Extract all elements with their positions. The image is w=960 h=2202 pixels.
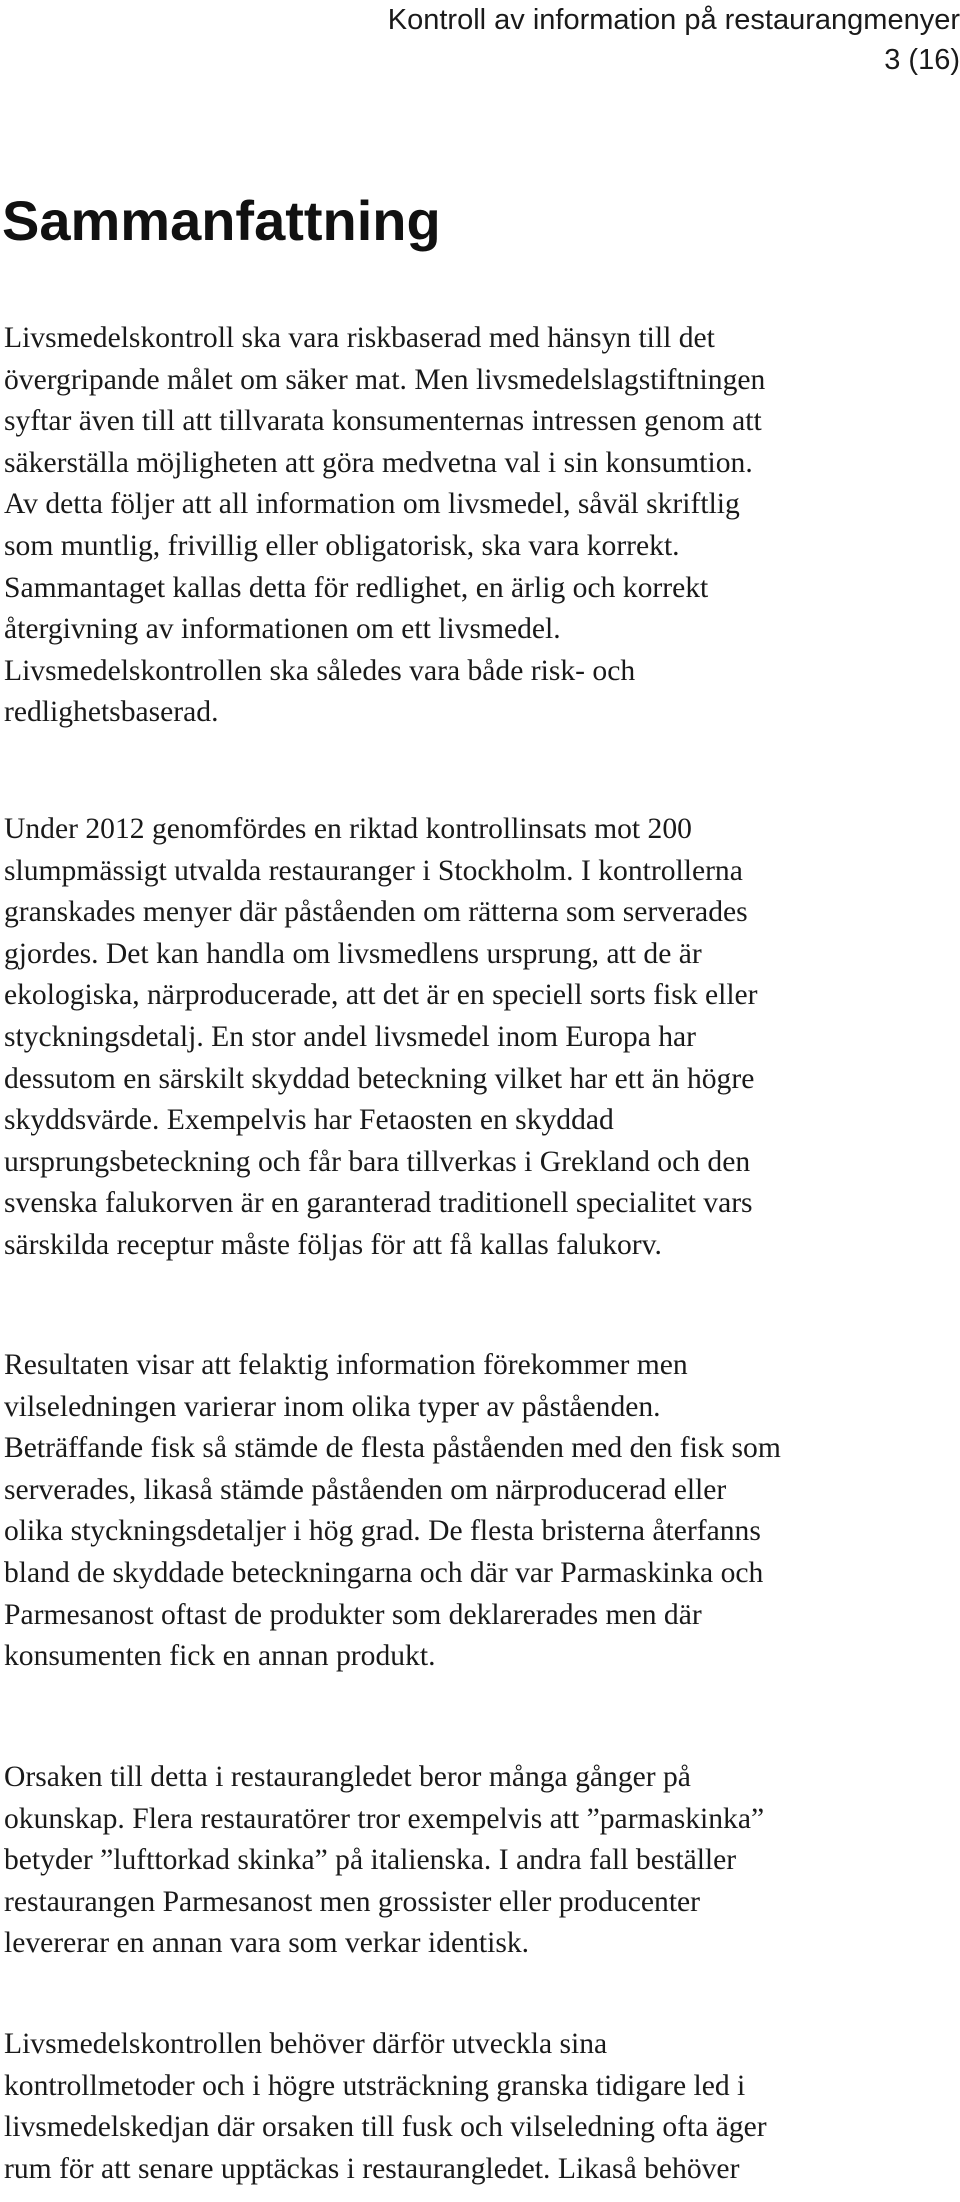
text-line: bland de skyddade beteckningarna och där var Parmaskinka och: [4, 1556, 764, 1589]
text-line: Av detta följer att all information om livsmedel, såväl skriftlig: [4, 488, 740, 521]
paragraph-causes: [4, 1757, 954, 1965]
text-line: syftar även till att tillvarata konsumenternas intressen genom att: [4, 405, 762, 438]
text-line: övergripande målet om säker mat. Men livsmedelslagstiftningen: [4, 363, 766, 396]
text-line: Sammantaget kallas detta för redlighet, en ärlig och korrekt: [4, 571, 709, 604]
text-line: kontrollmetoder och i högre utsträckning granska tidigare led i: [4, 2069, 746, 2102]
text-line: ekologiska, närproducerade, att det är en speciell sorts fisk eller: [4, 979, 758, 1012]
text-line: Livsmedelskontrollen ska således vara både risk- och: [4, 654, 636, 687]
text-line: redlighetsbaserad.: [4, 696, 219, 729]
text-line: särskilda receptur måste följas för att få kallas falukorv.: [4, 1228, 662, 1261]
page-title: Sammanfattning: [2, 189, 441, 252]
document-title: Kontroll av information på restaurangmenyer: [387, 4, 960, 36]
text-line: vilseledningen varierar inom olika typer av påståenden.: [4, 1390, 661, 1423]
text-line: betyder ”lufttorkad skinka” på italienska. I andra fall beställer: [4, 1844, 737, 1877]
text-line: okunskap. Flera restauratörer tror exempelvis att ”parmaskinka”: [4, 1802, 765, 1835]
text-line: Parmesanost oftast de produkter som deklarerades men där: [4, 1598, 702, 1631]
text-line: som muntlig, frivillig eller obligatorisk, ska vara korrekt.: [4, 529, 680, 562]
text-line: gjordes. Det kan handla om livsmedlens ursprung, att de är: [4, 937, 702, 970]
text-line: slumpmässigt utvalda restauranger i Stockholm. I kontrollerna: [4, 854, 743, 887]
text-line: styckningsdetalj. En stor andel livsmedel inom Europa har: [4, 1020, 697, 1053]
page-header: [60, 0, 960, 80]
text-line: återgivning av informationen om ett livsmedel.: [4, 613, 561, 646]
text-line: skyddsvärde. Exempelvis har Fetaosten en skyddad: [4, 1104, 614, 1137]
text-line: dessutom en särskilt skyddad beteckning vilket har ett än högre: [4, 1062, 755, 1095]
text-line: levererar en annan vara som verkar identisk.: [4, 1927, 530, 1960]
text-line: serverades, likaså stämde påståenden om närproducerad eller: [4, 1473, 727, 1506]
text-line: granskades menyer där påståenden om rätterna som serverades: [4, 896, 748, 929]
text-line: Livsmedelskontrollen behöver därför utveckla sina: [4, 2028, 608, 2060]
paragraph-conclusion: [4, 2024, 954, 2190]
text-line: säkerställa möjligheten att göra medvetna val i sin konsumtion.: [4, 446, 753, 479]
paragraph-control-campaign: [4, 809, 954, 1267]
text-line: Livsmedelskontroll ska vara riskbaserad med hänsyn till det: [4, 322, 715, 354]
text-line: ursprungsbeteckning och får bara tillverkas i Grekland och den: [4, 1145, 751, 1178]
text-line: olika styckningsdetaljer i hög grad. De flesta bristerna återfanns: [4, 1515, 761, 1548]
text-line: konsumenten fick en annan produkt.: [4, 1640, 436, 1673]
text-line: Orsaken till detta i restaurangledet beror många gånger på: [4, 1761, 691, 1793]
text-line: rum för att senare upptäckas i restaurangledet. Likaså behöver: [4, 2152, 740, 2185]
text-line: svenska falukorven är en garanterad traditionell specialitet vars: [4, 1187, 753, 1220]
text-line: Resultaten visar att felaktig information förekommer men: [4, 1349, 688, 1381]
text-line: Beträffande fisk så stämde de flesta påståenden med den fisk som: [4, 1432, 781, 1465]
text-line: Under 2012 genomfördes en riktad kontrollinsats mot 200: [4, 813, 692, 845]
text-line: restaurangen Parmesanost men grossister eller producenter: [4, 1885, 701, 1918]
page-number: 3 (16): [884, 44, 960, 76]
text-line: livsmedelskedjan där orsaken till fusk och vilseledning ofta äger: [4, 2111, 767, 2144]
paragraph-results: [4, 1345, 954, 1678]
paragraph-intro: [4, 318, 954, 734]
